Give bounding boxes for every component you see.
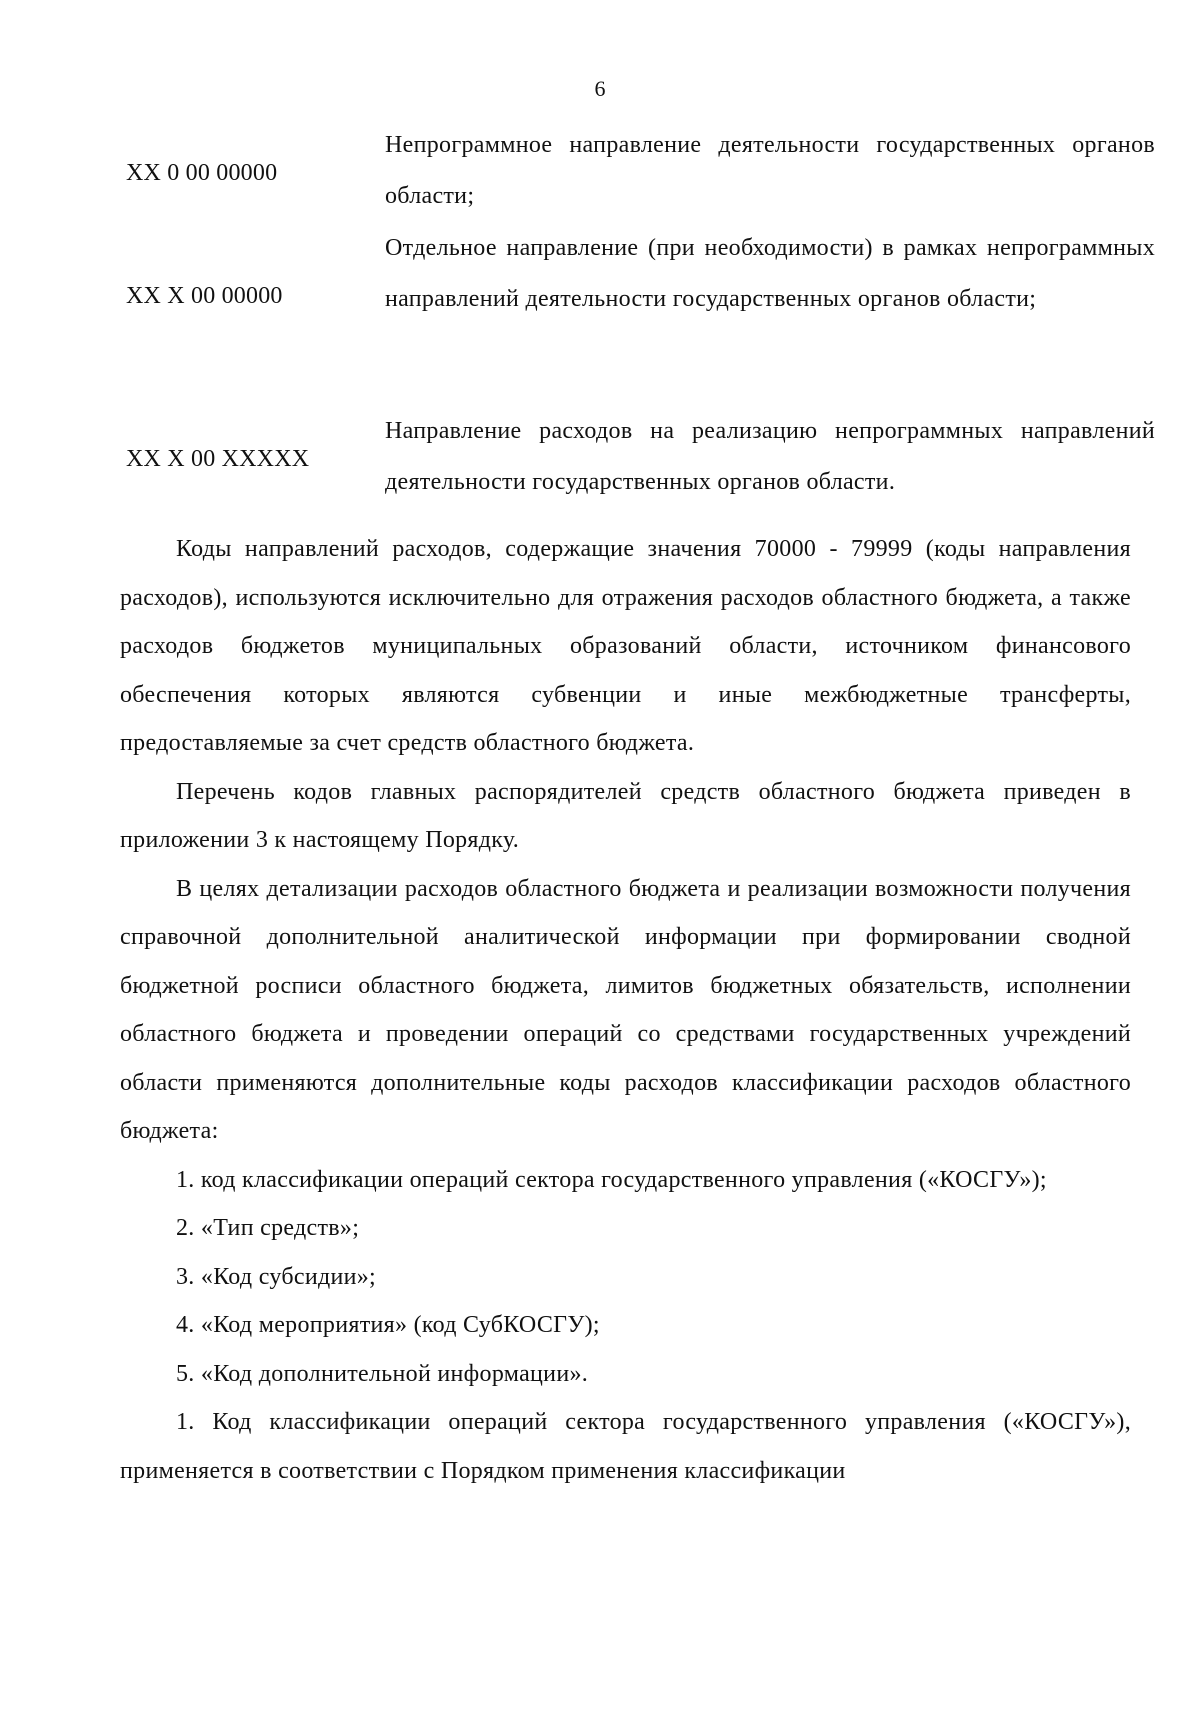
- code-description: Непрограммное направление деятельности государственных органов области;: [385, 132, 1155, 209]
- budget-code: XX X 00 XXXXX: [126, 446, 310, 472]
- list-item-fund-type: 2. «Тип средств»;: [176, 1215, 360, 1241]
- paragraph-detailing: В целях детализации расходов областного бюджета и реализации возможности получения справочной дополнительной аналитической информации при формировании сводной бюджетной росписи областного бюджета, лимитов бюджетных обязательств, исполнении областного бюджета и проведении операций со средствами государственных учреждений области применяются дополнительные коды расходов классификации расходов областного бюджета:: [120, 875, 1131, 1144]
- budget-code: XX 0 00 00000: [126, 160, 278, 186]
- code-description: Направление расходов на реализацию непрограммных направлений деятельности государственных органов области.: [385, 418, 1155, 495]
- list-item-event-code: 4. «Код мероприятия» (код СубКОСГУ);: [176, 1312, 600, 1338]
- paragraph-expense-codes: Коды направлений расходов, содержащие значения 70000 - 79999 (коды направления расходов), используются исключительно для отражения расходов областного бюджета, а также расходов бюджетов муниципальных образований области, источником финансового обеспечения которых являются субвенции и иные межбюджетные трансферты, предоставляемые за счет средств областного бюджета.: [120, 536, 1131, 756]
- page-number: 6: [594, 76, 606, 101]
- document-body: [120, 525, 1131, 1495]
- paragraph-main-managers: Перечень кодов главных распорядителей средств областного бюджета приведен в приложении 3 к настоящему Порядку.: [120, 778, 1131, 853]
- budget-code: XX X 00 00000: [126, 283, 283, 309]
- paragraph-kosgu-application: 1. Код классификации операций сектора государственного управления («КОСГУ»), применяется в соответствии с Порядком применения классификации: [120, 1409, 1131, 1484]
- list-item-additional-info-code: 5. «Код дополнительной информации».: [176, 1360, 589, 1387]
- list-item-subsidy-code: 3. «Код субсидии»;: [176, 1263, 377, 1290]
- code-description: Отдельное направление (при необходимости) в рамках непрограммных направлений деятельности государственных органов области;: [385, 235, 1155, 312]
- list-item-kosgu: 1. код классификации операций сектора государственного управления («КОСГУ»);: [176, 1166, 1047, 1193]
